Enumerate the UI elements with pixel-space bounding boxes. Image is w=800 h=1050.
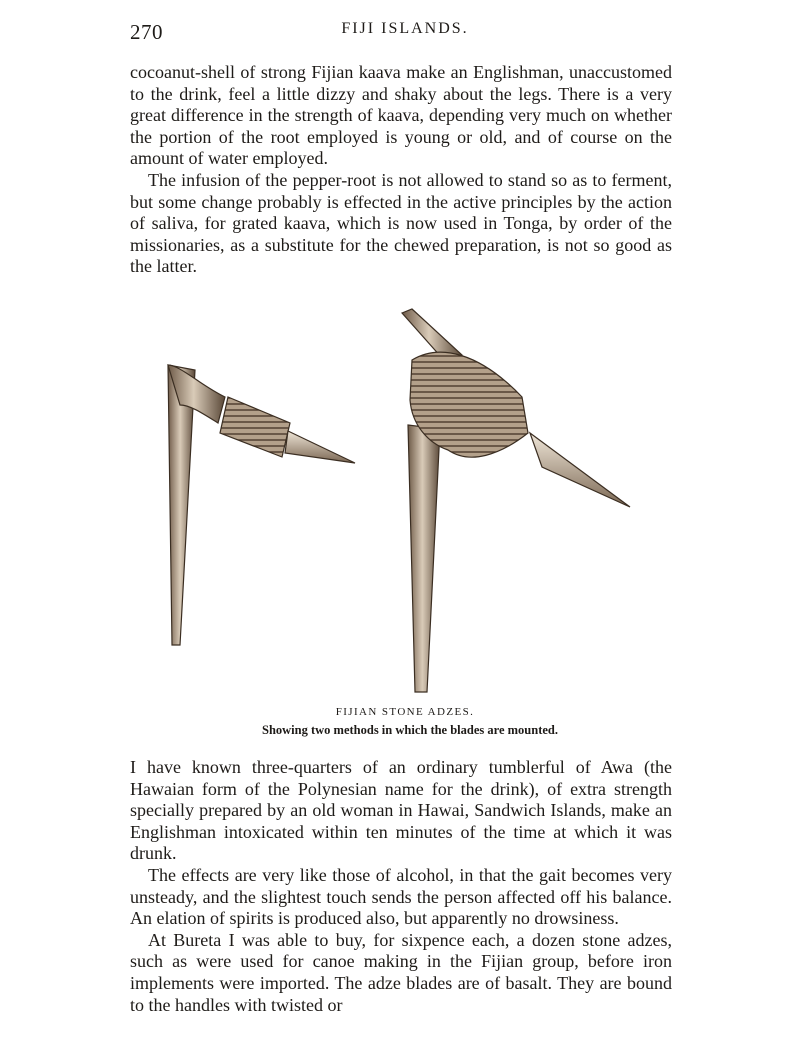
paragraph: The infusion of the pepper-root is not allowed to stand so as to ferment, but some change probably is effected in the active principles by the action of saliva, for grated kaava, which is now used in Tonga, by order of the missionaries, as a substitute for the chewed preparation, is not so good as the latter. bbox=[130, 169, 672, 277]
text-block-bottom bbox=[130, 757, 672, 1016]
paragraph: cocoanut-shell of strong Fijian kaava make an Englishman, unaccustomed to the drink, feel a little dizzy and shaky about the legs. There is a very great difference in the strength of kaava, depending very much on whether the portion of the root employed is young or old, and of course on the amount of water employed. bbox=[130, 62, 672, 169]
figure-title: FIJIAN STONE ADZES. bbox=[335, 706, 475, 718]
adzes-illustration bbox=[150, 305, 650, 700]
page-number: 270 bbox=[130, 20, 163, 44]
text-block-top bbox=[130, 62, 672, 278]
right-adze bbox=[402, 309, 630, 692]
running-title: FIJI ISLANDS. bbox=[341, 20, 469, 37]
paragraph: The effects are very like those of alcohol, in that the gait becomes very unsteady, and the slightest touch sends the person affected off his balance. An elation of spirits is produced also, but apparently no drowsiness. bbox=[130, 864, 672, 929]
figure-caption: Showing two methods in which the blades are mounted. bbox=[262, 723, 558, 737]
paragraph: At Bureta I was able to buy, for sixpence each, a dozen stone adzes, such as were used for canoe making in the Fijian group, before iron implements were imported. The adze blades are of basalt. They are bound to the handles with twisted or bbox=[130, 929, 672, 1015]
left-adze bbox=[168, 365, 355, 645]
paragraph: I have known three-quarters of an ordinary tumblerful of Awa (the Hawaian form of the Polynesian name for the drink), of extra strength specially prepared by an old woman in Hawai, Sandwich Islands, make an Englishman intoxicated within ten minutes of the time at which it was drunk. bbox=[130, 757, 672, 864]
